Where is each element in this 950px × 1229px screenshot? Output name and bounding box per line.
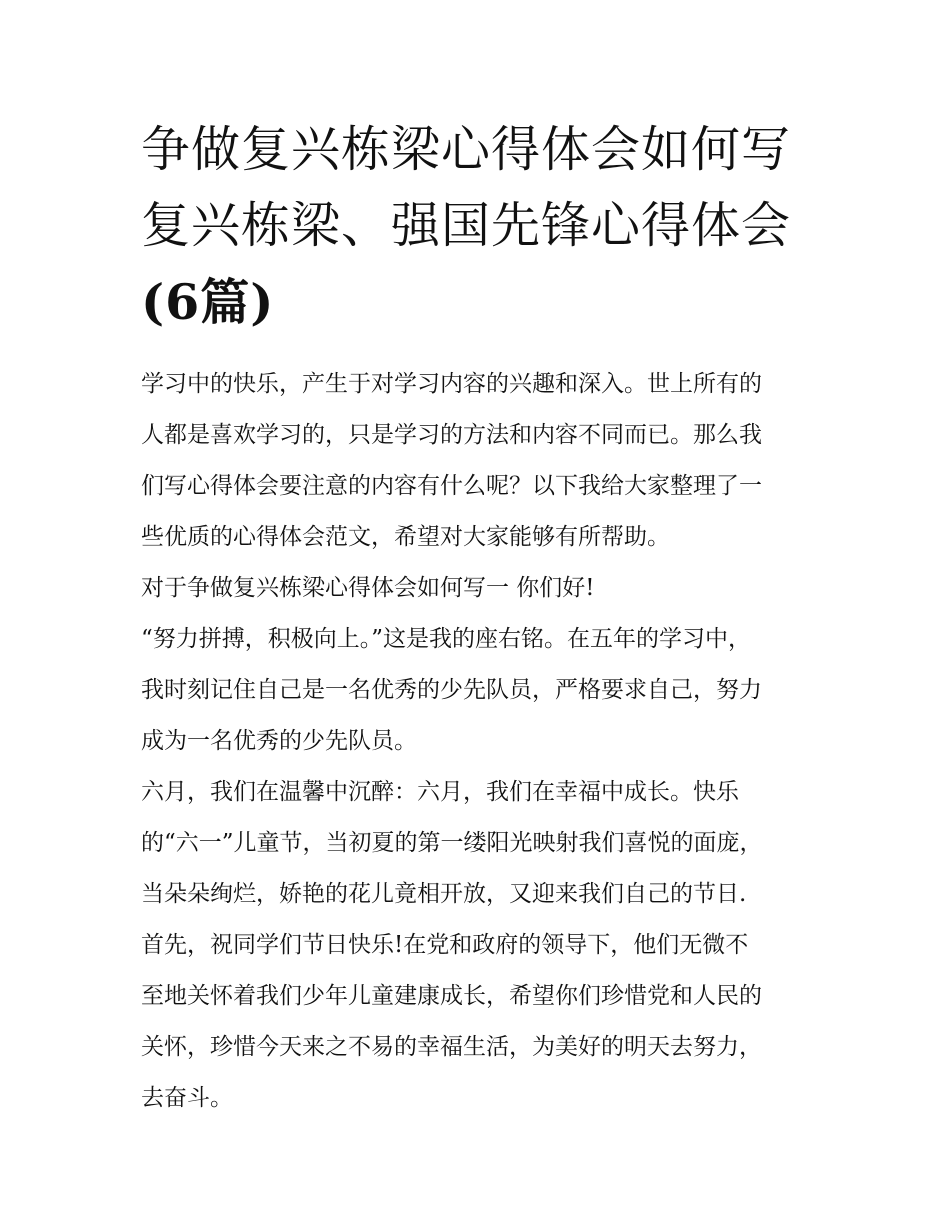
body-line: 去奋斗。 bbox=[141, 1085, 233, 1111]
document-body bbox=[141, 359, 821, 1124]
body-line: 对于争做复兴栋梁心得体会如何写一 你们好! bbox=[141, 575, 595, 601]
body-line: 至地关怀着我们少年儿童建康成长，希望你们珍惜党和人民的 bbox=[141, 983, 762, 1009]
body-line: 些优质的心得体会范文，希望对大家能够有所帮助。 bbox=[141, 524, 670, 550]
body-line: 学习中的快乐，产生于对学习内容的兴趣和深入。世上所有的 bbox=[141, 371, 762, 397]
body-line: 我时刻记住自己是一名优秀的少先队员，严格要求自己，努力 bbox=[141, 677, 762, 703]
body-line: “努力拼搏，积极向上。”这是我的座右铭。在五年的学习中， bbox=[141, 626, 752, 652]
body-line: 人都是喜欢学习的，只是学习的方法和内容不同而已。那么我 bbox=[141, 422, 762, 448]
title-line: 复兴栋梁、强国先锋心得体会 bbox=[141, 197, 792, 254]
title-line: (6篇) bbox=[141, 273, 275, 331]
document-title bbox=[141, 112, 821, 340]
body-line: 的“六一”儿童节，当初夏的第一缕阳光映射我们喜悦的面庞， bbox=[141, 830, 763, 856]
body-line: 首先，祝同学们节日快乐!在党和政府的领导下，他们无微不 bbox=[141, 932, 749, 958]
body-line: 关怀，珍惜今天来之不易的幸福生活，为美好的明天去努力， bbox=[141, 1034, 762, 1060]
body-line: 们写心得体会要注意的内容有什么呢？以下我给大家整理了一 bbox=[141, 473, 762, 499]
body-line: 当朵朵绚烂，娇艳的花儿竟相开放，又迎来我们自己的节日. bbox=[141, 881, 747, 907]
title-line: 争做复兴栋梁心得体会如何写 bbox=[141, 121, 792, 178]
body-line: 成为一名优秀的少先队员。 bbox=[141, 728, 417, 754]
body-line: 六月，我们在温馨中沉醉：六月，我们在幸福中成长。快乐 bbox=[141, 779, 739, 805]
